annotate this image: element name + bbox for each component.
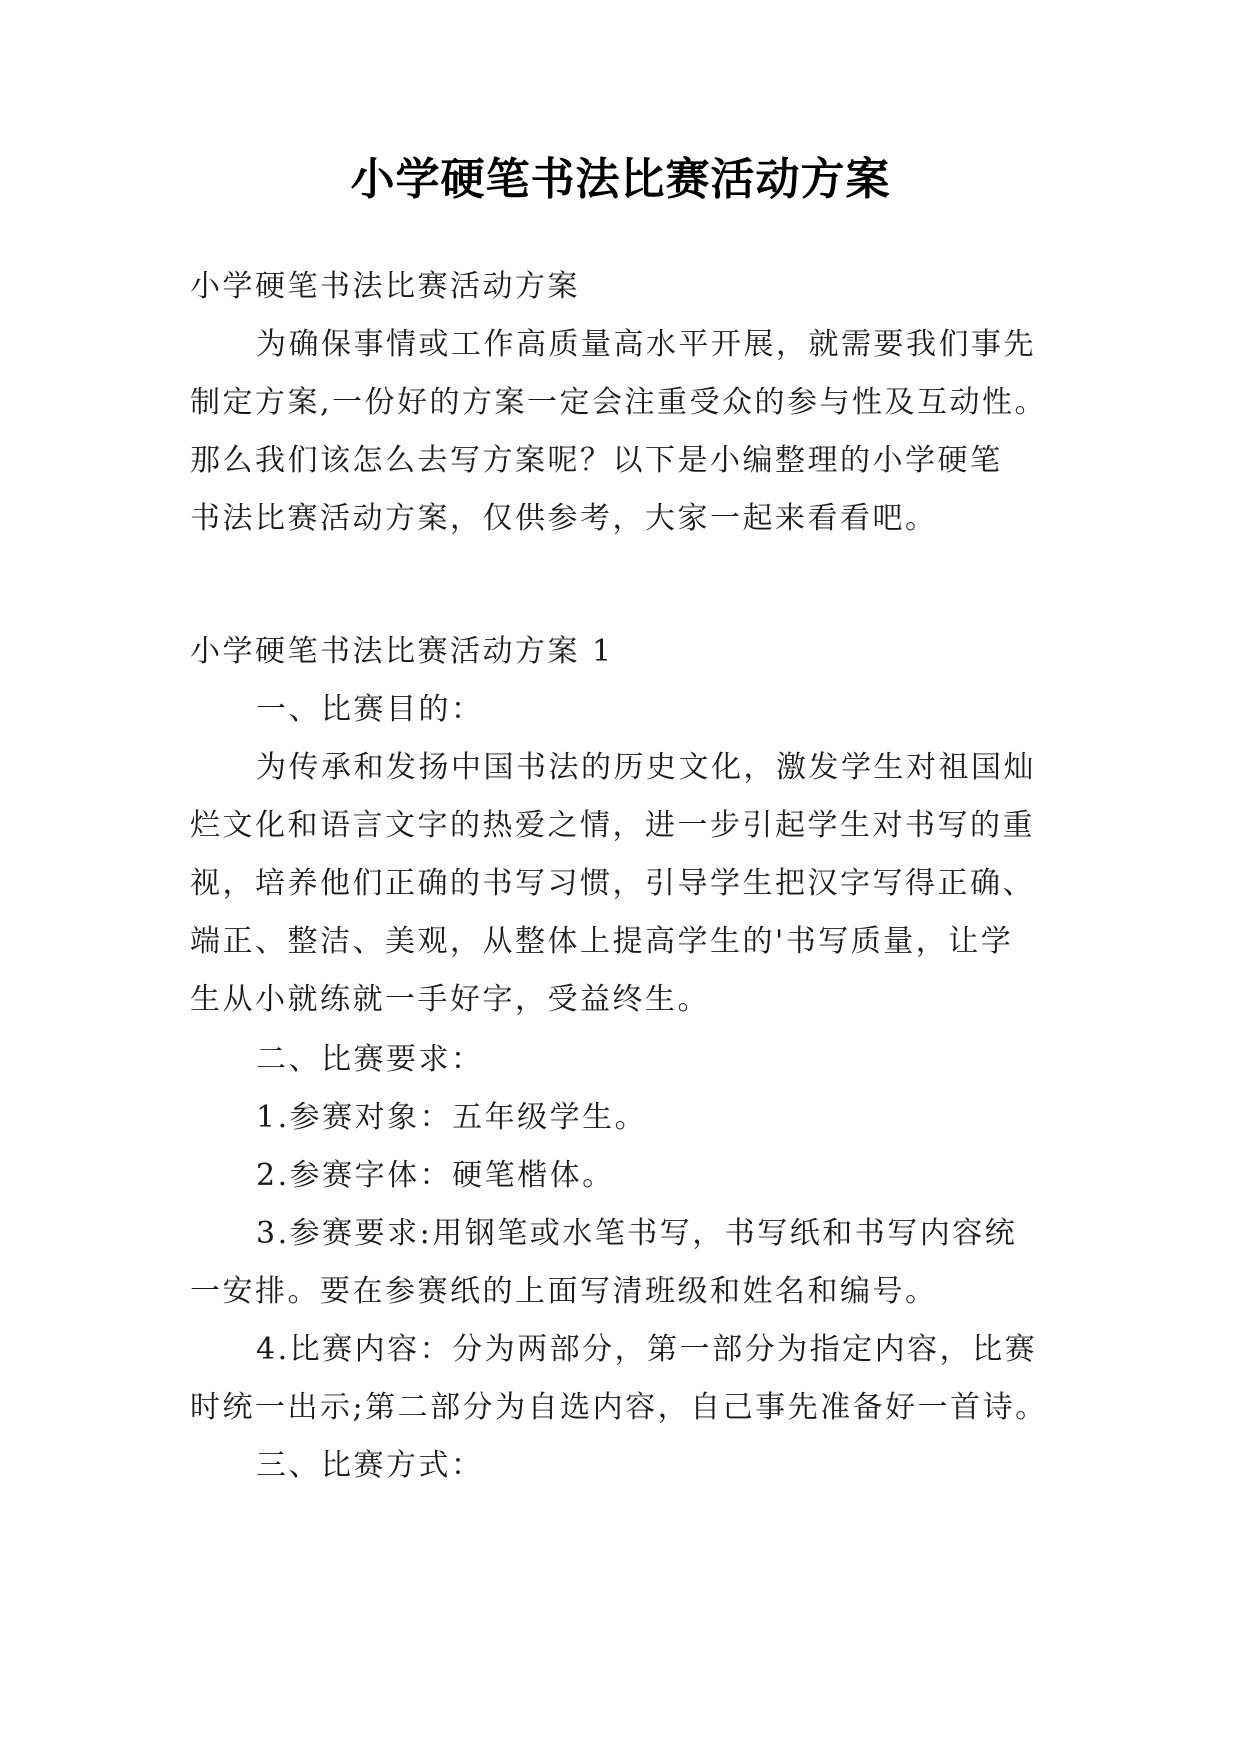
section-heading: 小学硬笔书法比赛活动方案 1 bbox=[190, 634, 614, 669]
text-line: 生从小就练就一手好字，受益终生。 bbox=[190, 982, 710, 1017]
text-line: 视，培养他们正确的书写习惯，引导学生把汉字写得正确、 bbox=[190, 866, 1035, 901]
purpose-text bbox=[190, 739, 1060, 1029]
text-line: 3.参赛要求:用钢笔或水笔书写，书写纸和书写内容统 bbox=[256, 1216, 1018, 1251]
text-line: 书法比赛活动方案，仅供参考，大家一起来看看吧。 bbox=[190, 501, 938, 536]
method-heading: 三、比赛方式： bbox=[256, 1448, 484, 1483]
text-line: 一安排。要在参赛纸的上面写清班级和姓名和编号。 bbox=[190, 1274, 938, 1309]
requirement-item bbox=[190, 1205, 1060, 1321]
text-line: 烂文化和语言文字的热爱之情，进一步引起学生对书写的重 bbox=[190, 808, 1035, 843]
requirement-item: 2.参赛字体：硬笔楷体。 bbox=[256, 1158, 615, 1193]
requirements-heading: 二、比赛要求： bbox=[256, 1042, 484, 1077]
purpose-paragraph bbox=[190, 739, 1060, 1029]
purpose-heading: 一、比赛目的： bbox=[256, 692, 484, 727]
requirement-item bbox=[190, 1321, 1060, 1437]
requirement-item: 1.参赛对象：五年级学生。 bbox=[256, 1100, 648, 1135]
text-line: 4.比赛内容：分为两部分，第一部分为指定内容，比赛 bbox=[256, 1332, 1038, 1367]
text-line: 制定方案,一份好的方案一定会注重受众的参与性及互动性。 bbox=[190, 385, 1048, 420]
text-line: 为传承和发扬中国书法的历史文化，激发学生对祖国灿 bbox=[256, 750, 1036, 785]
subtitle: 小学硬笔书法比赛活动方案 bbox=[190, 269, 580, 304]
text-line: 那么我们该怎么去写方案呢？以下是小编整理的小学硬笔 bbox=[190, 443, 1003, 478]
document-title: 小学硬笔书法比赛活动方案 bbox=[350, 154, 891, 205]
requirement-text bbox=[190, 1205, 1060, 1321]
text-line: 为确保事情或工作高质量高水平开展，就需要我们事先 bbox=[256, 327, 1036, 362]
intro-text bbox=[190, 316, 1060, 548]
requirement-text bbox=[190, 1321, 1060, 1437]
text-line: 时统一出示;第二部分为自选内容，自己事先准备好一首诗。 bbox=[190, 1390, 1048, 1425]
intro-paragraph bbox=[190, 316, 1060, 548]
text-line: 端正、整洁、美观，从整体上提高学生的'书写质量，让学 bbox=[190, 924, 1014, 959]
